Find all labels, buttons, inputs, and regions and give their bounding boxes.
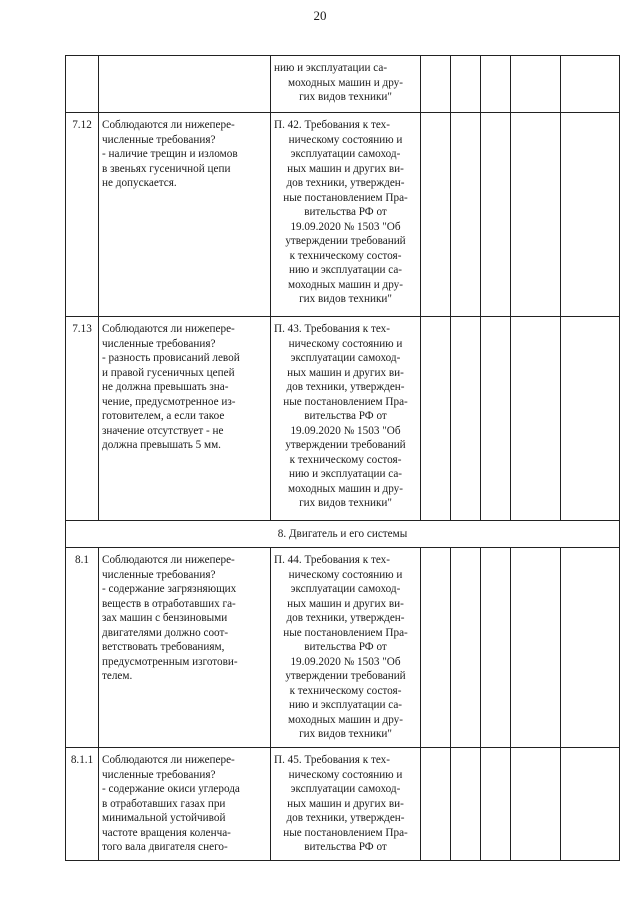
section-header-row xyxy=(66,521,620,548)
answer-na-cell[interactable] xyxy=(481,56,511,113)
answer-yes-cell[interactable] xyxy=(421,548,451,748)
answer-no-cell[interactable] xyxy=(451,56,481,113)
question-cell: Соблюдаются ли нижепере- численные требования? - наличие трещин и изломов в звеньях гусеничной цепи не допускается. xyxy=(99,113,271,317)
answer-no-cell[interactable] xyxy=(451,748,481,861)
note-cell[interactable] xyxy=(561,548,620,748)
checklist-table xyxy=(65,55,620,861)
table-row xyxy=(66,748,620,861)
answer-yes-cell[interactable] xyxy=(421,56,451,113)
question-cell xyxy=(99,56,271,113)
row-number: 7.12 xyxy=(66,113,99,317)
note-cell[interactable] xyxy=(561,317,620,521)
answer-no-cell[interactable] xyxy=(451,113,481,317)
page-number: 20 xyxy=(313,8,327,23)
question-cell: Соблюдаются ли нижепере- численные требования? - содержание загрязняющих веществ в отработавших га- зах машин с бензиновыми двигателями должно соот- ветствовать требованиям, предусмотренным изготови- телем. xyxy=(99,548,271,748)
answer-na-cell[interactable] xyxy=(481,548,511,748)
table-row xyxy=(66,317,620,521)
note-cell[interactable] xyxy=(561,113,620,317)
answer-na-cell[interactable] xyxy=(481,113,511,317)
reference-doc-cell[interactable] xyxy=(511,113,561,317)
reference-cell: П. 43. Требования к тех- ническому состоянию и эксплуатации самоход- ных машин и других ви- дов техники, утвержден- ные постановлением Пра- вительства РФ от 19.09.2020 № 1503 "Об утверждении требований к техническому состоя- нию и эксплуатации са- моходных машин и дру- гих видов техники" xyxy=(271,317,421,521)
answer-na-cell[interactable] xyxy=(481,317,511,521)
table-row xyxy=(66,548,620,748)
row-number: 8.1 xyxy=(66,548,99,748)
note-cell[interactable] xyxy=(561,56,620,113)
note-cell[interactable] xyxy=(561,748,620,861)
reference-doc-cell[interactable] xyxy=(511,317,561,521)
answer-no-cell[interactable] xyxy=(451,548,481,748)
reference-doc-cell[interactable] xyxy=(511,548,561,748)
reference-cell: П. 42. Требования к тех- ническому состоянию и эксплуатации самоход- ных машин и других ви- дов техники, утвержден- ные постановлением Пра- вительства РФ от 19.09.2020 № 1503 "Об утверждении требований к техническому состоя- нию и эксплуатации са- моходных машин и дру- гих видов техники" xyxy=(271,113,421,317)
reference-cell: П. 44. Требования к тех- ническому состоянию и эксплуатации самоход- ных машин и других ви- дов техники, утвержден- ные постановлением Пра- вительства РФ от 19.09.2020 № 1503 "Об утверждении требований к техническому состоя- нию и эксплуатации са- моходных машин и дру- гих видов техники" xyxy=(271,548,421,748)
reference-doc-cell[interactable] xyxy=(511,56,561,113)
question-cell: Соблюдаются ли нижепере- численные требования? - разность провисаний левой и правой гусеничных цепей не должна превышать зна- чение, предусмотренное из- готовителем, а если такое значение отсутствует - не должна превышать 5 мм. xyxy=(99,317,271,521)
table-row xyxy=(66,113,620,317)
section-title: 8. Двигатель и его системы xyxy=(66,521,620,548)
row-number xyxy=(66,56,99,113)
reference-cell: нию и эксплуатации са- моходных машин и дру- гих видов техники" xyxy=(271,56,421,113)
answer-na-cell[interactable] xyxy=(481,748,511,861)
answer-yes-cell[interactable] xyxy=(421,113,451,317)
question-cell: Соблюдаются ли нижепере- численные требования? - содержание окиси углерода в отработавших газах при минимальной устойчивой частоте вращения коленча- того вала двигателя снего- xyxy=(99,748,271,861)
answer-no-cell[interactable] xyxy=(451,317,481,521)
row-number: 8.1.1 xyxy=(66,748,99,861)
reference-cell: П. 45. Требования к тех- ническому состоянию и эксплуатации самоход- ных машин и других ви- дов техники, утвержден- ные постановлением Пра- вительства РФ от xyxy=(271,748,421,861)
answer-yes-cell[interactable] xyxy=(421,748,451,861)
answer-yes-cell[interactable] xyxy=(421,317,451,521)
row-number: 7.13 xyxy=(66,317,99,521)
reference-doc-cell[interactable] xyxy=(511,748,561,861)
table-row xyxy=(66,56,620,113)
